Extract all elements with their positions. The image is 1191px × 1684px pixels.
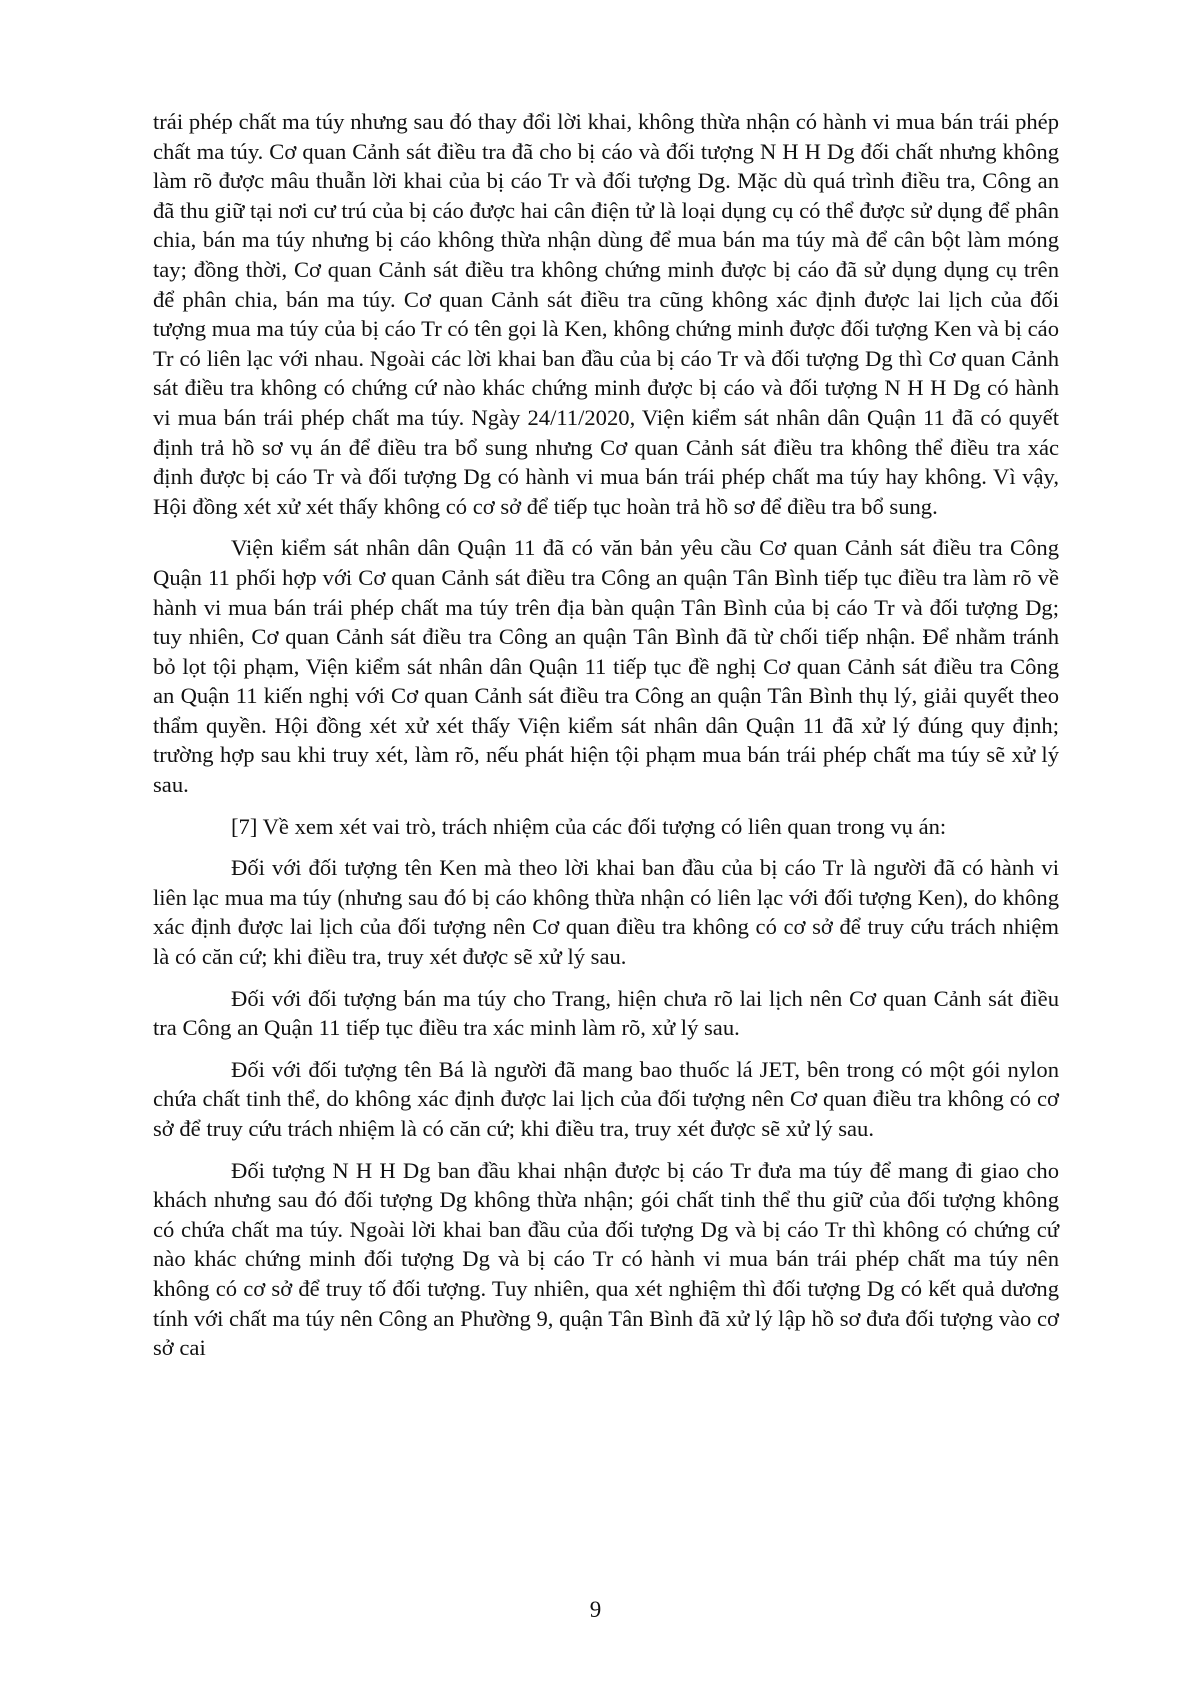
document-body xyxy=(153,107,1059,1375)
page-number: 9 xyxy=(589,1597,602,1622)
paragraph-dg: Đối tượng N H H Dg ban đầu khai nhận được bị cáo Tr đưa ma túy để mang đi giao cho khách nhưng sau đó đối tượng Dg không thừa nhận; gói chất tinh thể thu giữ của đối tượng không có chứa chất ma túy. Ngoài lời khai ban đầu của đối tượng Dg và bị cáo Tr thì không có chứng cứ nào khác chứng minh đối tượng Dg và bị cáo Tr có hành vi mua bán trái phép chất ma túy nên không có cơ sở để truy tố đối tượng. Tuy nhiên, qua xét nghiệm thì đối tượng Dg có kết quả dương tính với chất ma túy nên Công an Phường 9, quận Tân Bình đã xử lý lập hồ sơ đưa đối tượng vào cơ sở cai xyxy=(153,1157,1059,1361)
paragraph-seller: Đối với đối tượng bán ma túy cho Trang, hiện chưa rõ lai lịch nên Cơ quan Cảnh sát điều tra Công an Quận 11 tiếp tục điều tra xác minh làm rõ, xử lý sau. xyxy=(153,985,1059,1041)
paragraph-section-7-heading: [7] Về xem xét vai trò, trách nhiệm của các đối tượng có liên quan trong vụ án: xyxy=(231,813,947,839)
paragraph-ken: Đối với đối tượng tên Ken mà theo lời khai ban đầu của bị cáo Tr là người đã có hành vi liên lạc mua ma túy (nhưng sau đó bị cáo không thừa nhận có liên lạc với đối tượng Ken), do không xác định được lai lịch của đối tượng nên Cơ quan điều tra không có cơ sở để truy cứu trách nhiệm là có căn cứ; khi điều tra, truy xét được sẽ xử lý sau. xyxy=(153,855,1059,970)
paragraph-continuation: trái phép chất ma túy nhưng sau đó thay đổi lời khai, không thừa nhận có hành vi mua bán trái phép chất ma túy. Cơ quan Cảnh sát điều tra đã cho bị cáo và đối tượng N H H Dg đối chất nhưng không làm rõ được mâu thuẫn lời khai của bị cáo Tr và đối tượng Dg. Mặc dù quá trình điều tra, Công an đã thu giữ tại nơi cư trú của bị cáo được hai cân điện tử là loại dụng cụ có thể được sử dụng để phân chia, bán ma túy nhưng bị cáo không thừa nhận dùng để mua bán ma túy mà để cân bột làm móng tay; đồng thời, Cơ quan Cảnh sát điều tra không chứng minh được bị cáo đã sử dụng dụng cụ trên để phân chia, bán ma túy. Cơ quan Cảnh sát điều tra cũng không xác định được lai lịch của đối tượng mua ma túy của bị cáo Tr có tên gọi là Ken, không chứng minh được đối tượng Ken và bị cáo Tr có liên lạc với nhau. Ngoài các lời khai ban đầu của bị cáo Tr và đối tượng Dg thì Cơ quan Cảnh sát điều tra không có chứng cứ nào khác chứng minh được bị cáo và đối tượng N H H Dg có hành vi mua bán trái phép chất ma túy. Ngày 24/11/2020, Viện kiểm sát nhân dân Quận 11 đã có quyết định trả hồ sơ vụ án để điều tra bổ sung nhưng Cơ quan Cảnh sát điều tra không thể điều tra xác định được bị cáo Tr và đối tượng Dg có hành vi mua bán trái phép chất ma túy hay không. Vì vậy, Hội đồng xét xử xét thấy không có cơ sở để tiếp tục hoàn trả hồ sơ để điều tra bổ sung. xyxy=(153,109,1059,519)
paragraph-procuracy-request: Viện kiểm sát nhân dân Quận 11 đã có văn bản yêu cầu Cơ quan Cảnh sát điều tra Công Quận 11 phối hợp với Cơ quan Cảnh sát điều tra Công an quận Tân Bình tiếp tục điều tra làm rõ về hành vi mua bán trái phép chất ma túy trên địa bàn quận Tân Bình của bị cáo Tr và đối tượng Dg; tuy nhiên, Cơ quan Cảnh sát điều tra Công an quận Tân Bình đã từ chối tiếp nhận. Để nhằm tránh bỏ lọt tội phạm, Viện kiểm sát nhân dân Quận 11 tiếp tục đề nghị Cơ quan Cảnh sát điều tra Công an Quận 11 kiến nghị với Cơ quan Cảnh sát điều tra Công an quận Tân Bình thụ lý, giải quyết theo thẩm quyền. Hội đồng xét xử xét thấy Viện kiểm sát nhân dân Quận 11 đã xử lý đúng quy định; trường hợp sau khi truy xét, làm rõ, nếu phát hiện tội phạm mua bán trái phép chất ma túy sẽ xử lý sau. xyxy=(153,535,1059,798)
paragraph-ba: Đối với đối tượng tên Bá là người đã mang bao thuốc lá JET, bên trong có một gói nylon chứa chất tinh thể, do không xác định được lai lịch của đối tượng nên Cơ quan điều tra không có cơ sở để truy cứu trách nhiệm là có căn cứ; khi điều tra, truy xét được sẽ xử lý sau. xyxy=(153,1056,1059,1141)
